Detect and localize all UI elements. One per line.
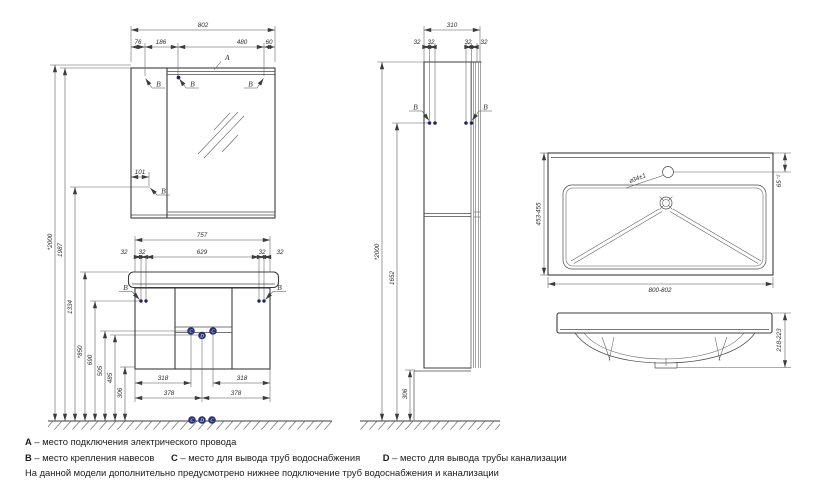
vanity-cabinet bbox=[135, 288, 270, 369]
marker-B-label: B bbox=[123, 283, 128, 292]
dim-h2000: *2000 bbox=[47, 233, 54, 251]
pin-C: C bbox=[190, 418, 194, 424]
dim-s32c: 32 bbox=[464, 39, 472, 46]
dim-h850: *850 bbox=[77, 345, 84, 359]
dim-s32d: 32 bbox=[480, 39, 488, 46]
marker-B-label: B bbox=[413, 102, 418, 112]
mirror-cabinet-outline bbox=[131, 68, 275, 218]
sink-outline bbox=[548, 153, 773, 275]
dim-s32b: 32 bbox=[427, 39, 435, 46]
vanity-top-dimensions bbox=[119, 232, 286, 303]
legend bbox=[25, 434, 765, 481]
basin-slope-lines bbox=[571, 209, 761, 264]
marker-B-label: B bbox=[190, 79, 195, 89]
legend-key-A: А bbox=[25, 436, 32, 447]
dim-32c: 32 bbox=[258, 249, 266, 256]
marker-B-label: B bbox=[161, 186, 166, 196]
dim-800-802: 800-802 bbox=[648, 287, 672, 294]
dim-378L: 378 bbox=[163, 390, 175, 397]
pin-D: D bbox=[200, 334, 204, 340]
sink-front-dimensions bbox=[677, 313, 791, 368]
dim-h485: 485 bbox=[107, 372, 114, 384]
legend-text-A: – место подключения электрического провода bbox=[34, 436, 237, 447]
side-view bbox=[360, 22, 500, 430]
legend-line-mounts bbox=[25, 450, 765, 466]
dim-318L: 318 bbox=[157, 375, 169, 382]
pin-C: C bbox=[211, 329, 215, 335]
dim-h690: 690 bbox=[87, 354, 94, 366]
dim-s2000: *2000 bbox=[374, 243, 381, 261]
dim-65: 65⁻² bbox=[776, 174, 783, 188]
legend-text-C: – место для вывода труб водоснабжения bbox=[180, 451, 361, 463]
sink-top-view bbox=[536, 153, 792, 294]
vanity-unit bbox=[129, 272, 279, 369]
front-view bbox=[47, 22, 333, 430]
dim-60: 60 bbox=[265, 39, 273, 46]
pin-C: C bbox=[210, 418, 214, 424]
dim-32b: 32 bbox=[138, 249, 146, 256]
dim-32d: 32 bbox=[276, 249, 284, 256]
legend-note: На данной модели дополнительно предусмотрено нижнее подключение труб водоснабжения и канализации bbox=[25, 467, 499, 478]
marker-B-label: B bbox=[156, 79, 161, 89]
dim-802: 802 bbox=[197, 22, 209, 29]
front-height-dimensions bbox=[47, 65, 199, 421]
basin-outline bbox=[563, 185, 766, 269]
countertop bbox=[129, 272, 279, 288]
dim-453-455: 453-455 bbox=[535, 202, 543, 226]
legend-text-D: – место для вывода трубы канализации bbox=[392, 451, 567, 463]
mirror-mount-markers bbox=[146, 76, 264, 89]
side-depth-dimensions bbox=[413, 22, 488, 62]
dim-310: 310 bbox=[446, 22, 458, 29]
side-ground-hatch bbox=[360, 421, 500, 430]
dim-757: 757 bbox=[196, 232, 208, 239]
sink-front-view bbox=[557, 313, 791, 368]
connection-pins-floor bbox=[188, 416, 216, 424]
dim-faucet-hole: ⌀34±1 bbox=[627, 172, 648, 186]
dim-101: 101 bbox=[134, 169, 146, 176]
dim-s306: 306 bbox=[402, 388, 409, 400]
dim-h306: 306 bbox=[117, 387, 124, 399]
dim-76: 76 bbox=[134, 39, 142, 46]
marker-B-label: B bbox=[483, 102, 488, 112]
dim-186: 186 bbox=[155, 39, 167, 46]
side-profile bbox=[414, 62, 481, 420]
dim-378R: 378 bbox=[230, 390, 242, 397]
dim-h505: 505 bbox=[97, 365, 104, 377]
dim-218-223: 218-223 bbox=[776, 328, 783, 352]
bowl-brackets bbox=[602, 337, 727, 361]
dim-s32a: 32 bbox=[413, 39, 421, 46]
side-mount-markers bbox=[409, 103, 492, 121]
mirror-cabinet bbox=[131, 68, 275, 218]
mirror-reflection-lines bbox=[198, 112, 244, 158]
dim-h1334: 1334 bbox=[67, 299, 74, 315]
marker-B-label: B bbox=[277, 283, 282, 292]
sink-rim bbox=[557, 313, 772, 333]
dim-32a: 32 bbox=[120, 249, 128, 256]
legend-key-B: В bbox=[25, 451, 32, 463]
legend-key-D: D bbox=[382, 451, 390, 463]
dim-1652: 1652 bbox=[389, 270, 396, 286]
column-mount-dimension bbox=[131, 169, 170, 196]
dim-480: 480 bbox=[236, 39, 248, 46]
marker-B-label: B bbox=[248, 79, 253, 89]
side-height-dimensions bbox=[374, 62, 430, 421]
legend-text-B: – место крепления навесов bbox=[34, 451, 155, 463]
connection-pins-mid bbox=[187, 327, 217, 339]
pin-C: C bbox=[189, 329, 193, 335]
dim-318R: 318 bbox=[236, 375, 248, 382]
legend-key-C: С bbox=[171, 451, 178, 463]
drain-hole bbox=[660, 197, 673, 210]
marker-A-label: A bbox=[225, 53, 230, 62]
dim-629: 629 bbox=[196, 249, 208, 256]
dim-h1987: 1987 bbox=[57, 242, 64, 258]
pin-D: D bbox=[200, 418, 204, 424]
legend-line-electric bbox=[25, 434, 765, 450]
